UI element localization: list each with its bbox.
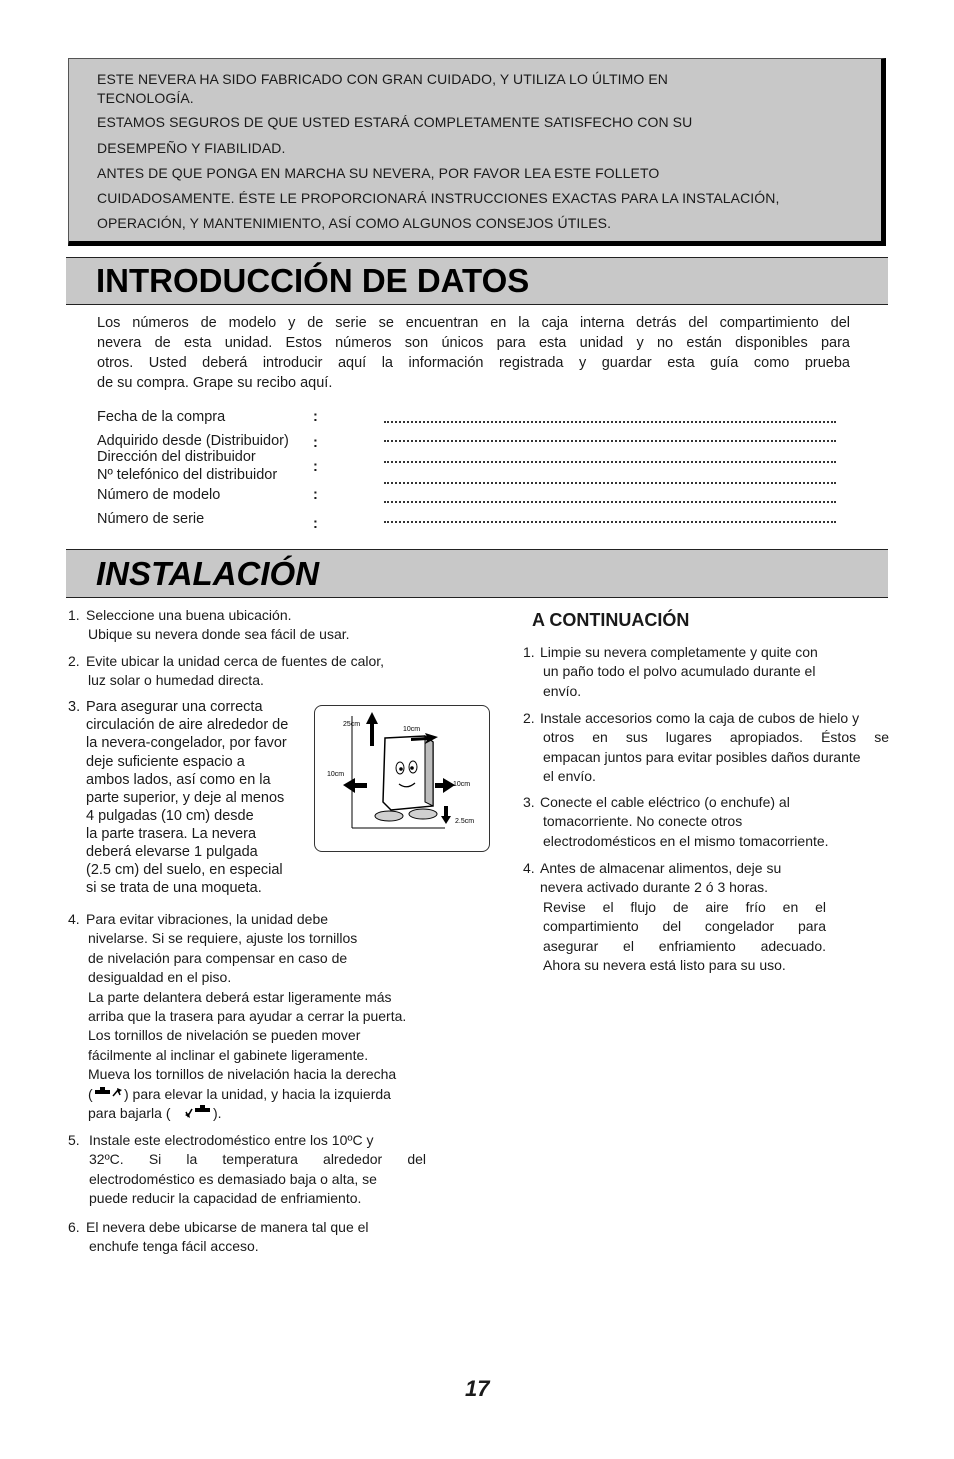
item-line: Ahora su nevera está listo para su uso. xyxy=(543,957,786,973)
item-line: de nivelación para compensar en caso de xyxy=(88,950,348,966)
item-line: El nevera debe ubicarse de manera tal que el xyxy=(86,1219,369,1235)
page-number: 17 xyxy=(465,1376,490,1401)
item-number: 3. xyxy=(68,699,81,715)
item-line: compartimiento del congelador para xyxy=(543,918,826,934)
field-label: Dirección del distribuidor xyxy=(97,449,256,465)
instalacion-title: INSTALACIÓN xyxy=(96,555,320,592)
label-top: 25cm xyxy=(343,721,361,728)
item-line: La parte delantera deberá estar ligeramente más xyxy=(88,989,392,1005)
item-line: la nevera-congelador, por favor xyxy=(86,735,287,751)
item-line: fácilmente al inclinar el gabinete ligeramente. xyxy=(88,1047,369,1063)
item-line: parte superior, y deje al menos xyxy=(86,790,285,806)
field-colon: : xyxy=(313,459,318,475)
intro-line: de su compra. Grape su recibo aquí. xyxy=(97,375,333,391)
item-line: puede reducir la capacidad de enfriamiento. xyxy=(89,1190,362,1206)
label-left: 10cm xyxy=(327,771,345,778)
level-lower-icon xyxy=(183,1104,213,1120)
item-line: empacan juntos para evitar posibles daños durante xyxy=(543,749,861,765)
notice-box xyxy=(68,58,886,246)
item-number: 4. xyxy=(523,860,535,876)
label-bottom: 2.5cm xyxy=(455,818,475,825)
field-label: Nº telefónico del distribuidor xyxy=(97,467,278,483)
list-item xyxy=(68,1218,448,1258)
item-line: el envío. xyxy=(543,768,596,784)
list-item xyxy=(523,643,903,703)
item-line: arriba que la trasera para ayudar a cerrar la puerta. xyxy=(88,1008,407,1024)
item-line: 4 pulgadas (10 cm) desde xyxy=(86,808,254,824)
item-line: Revise el flujo de aire frío en el xyxy=(543,899,826,915)
item-line: tomacorriente. No conecte otros xyxy=(543,813,743,829)
item-number: 4. xyxy=(68,911,80,927)
arrow-left-icon xyxy=(343,778,367,793)
field-colon: : xyxy=(313,409,318,425)
item-line: envío. xyxy=(543,683,582,699)
continuacion-title: A CONTINUACIÓN xyxy=(532,610,690,630)
distributor-field[interactable] xyxy=(384,440,836,442)
notice-line: ESTAMOS SEGUROS DE QUE USTED ESTARÁ COMPLETAMENTE SATISFECHO CON SU xyxy=(97,114,693,130)
item-line: deberá elevarse 1 pulgada xyxy=(86,844,258,860)
model-number-field[interactable] xyxy=(384,501,836,503)
field-label: Número de modelo xyxy=(97,487,221,503)
item-line: si se trata de una moqueta. xyxy=(86,880,262,896)
item-line: Conecte el cable eléctrico (o enchufe) al xyxy=(540,794,790,810)
arrow-right-icon xyxy=(435,778,455,793)
field-colon: : xyxy=(313,516,318,532)
level-raise-icon xyxy=(93,1086,123,1100)
item-line-text: Instale este electrodoméstico entre los 10ºC y xyxy=(89,1132,374,1148)
datos-banner xyxy=(66,257,888,305)
item-line: Seleccione una buena ubicación. xyxy=(86,607,292,623)
item-line: ) para elevar la unidad, y hacia la izquierda xyxy=(124,1086,391,1102)
purchase-date-field[interactable] xyxy=(384,421,836,423)
item-line: enchufe tenga fácil acceso. xyxy=(89,1238,259,1254)
item-line: un paño todo el polvo acumulado durante el xyxy=(543,663,816,679)
item-line: circulación de aire alrededor de xyxy=(86,717,289,733)
notice-line: CUIDADOSAMENTE. ÉSTE LE PROPORCIONARÁ INSTRUCCIONES EXACTAS PARA LA INSTALACIÓN, xyxy=(97,190,780,206)
instalacion-banner xyxy=(66,549,888,598)
item-line: deje suficiente espacio a xyxy=(86,754,245,770)
serial-number-field[interactable] xyxy=(384,521,836,523)
item-line: ambos lados, así como en la xyxy=(86,772,271,788)
notice-line: ANTES DE QUE PONGA EN MARCHA SU NEVERA, POR FAVOR LEA ESTE FOLLETO xyxy=(97,165,660,181)
intro-line: Los números de modelo y de serie se encuentran en la caja interna detrás del compartimiento del xyxy=(97,315,850,331)
item-line: electrodomésticos en el mismo tomacorriente. xyxy=(543,833,829,849)
arrow-up-icon xyxy=(366,712,378,746)
list-item xyxy=(523,859,903,979)
label-right: 10cm xyxy=(453,781,471,788)
field-label: Fecha de la compra xyxy=(97,409,226,425)
list-item xyxy=(68,910,448,1126)
item-number: 1. xyxy=(68,607,80,623)
list-item xyxy=(68,1131,448,1211)
notice-line: ESTE NEVERA HA SIDO FABRICADO CON GRAN CUIDADO, Y UTILIZA LO ÚLTIMO EN xyxy=(97,71,669,87)
item-line: para bajarla ( xyxy=(88,1105,171,1121)
item-line: electrodoméstico es demasiado baja o alta, se xyxy=(89,1171,377,1187)
item-line: Evite ubicar la unidad cerca de fuentes de calor, xyxy=(86,653,385,669)
item-line: asegurar el enfriamiento adecuado. xyxy=(543,938,826,954)
item-line: nevera activado durante 2 ó 3 horas. xyxy=(540,879,769,895)
item-number: 2. xyxy=(68,653,80,669)
item-line: desigualdad en el piso. xyxy=(88,969,232,985)
arrow-down-icon xyxy=(441,806,451,824)
item-line: nivelarse. Si se requiere, ajuste los tornillos xyxy=(88,930,358,946)
list-item xyxy=(523,709,903,789)
field-label: Adquirido desde (Distribuidor) xyxy=(97,433,289,449)
field-label: Número de serie xyxy=(97,511,205,527)
item-line xyxy=(89,1131,426,1150)
item-line: (2.5 cm) del suelo, en especial xyxy=(86,862,283,878)
raise-bracket-open: ( xyxy=(88,1086,93,1102)
item-line: Los tornillos de nivelación se pueden mover xyxy=(88,1027,361,1043)
item-number: 6. xyxy=(68,1219,80,1235)
list-item xyxy=(523,793,903,853)
distributor-address-field[interactable] xyxy=(384,461,836,463)
item-line: Antes de almacenar alimentos, deje su xyxy=(540,860,782,876)
list-item xyxy=(68,606,468,646)
datos-title: INTRODUCCIÓN DE DATOS xyxy=(96,262,530,299)
field-colon: : xyxy=(313,487,318,503)
distributor-phone-field[interactable] xyxy=(384,482,836,484)
item-line: la parte trasera. La nevera xyxy=(86,826,257,842)
notice-line: DESEMPEÑO Y FIABILIDAD. xyxy=(97,140,286,156)
item-line: Ubique su nevera donde sea fácil de usar. xyxy=(88,626,350,642)
clearance-diagram xyxy=(314,705,490,852)
item-number: 2. xyxy=(523,710,535,726)
item-line: Limpie su nevera completamente y quite con xyxy=(540,644,818,660)
item-line: Para asegurar una correcta xyxy=(86,699,263,715)
notice-line: TECNOLOGÍA. xyxy=(97,90,194,106)
item-line: Mueva los tornillos de nivelación hacia la derecha xyxy=(88,1066,397,1082)
fridge-clearance-illustration xyxy=(315,706,489,851)
item-line: otros en sus lugares apropiados. Éstos se xyxy=(543,729,889,745)
item-line: luz solar o humedad directa. xyxy=(88,672,264,688)
item-number: 1. xyxy=(523,644,535,660)
notice-line: OPERACIÓN, Y MANTENIMIENTO, ASÍ COMO ALGUNOS CONSEJOS ÚTILES. xyxy=(97,215,612,231)
item-line: 32ºC. Si la temperatura alrededor del xyxy=(89,1151,426,1167)
label-top-right: 10cm xyxy=(403,726,421,733)
item-line: ). xyxy=(213,1105,222,1121)
item-number: 3. xyxy=(523,794,535,810)
field-colon: : xyxy=(313,435,318,451)
list-item xyxy=(68,698,313,898)
intro-line: nevera de esta unidad. Estos números son únicos para esta unidad y no están disponibles para xyxy=(97,335,850,351)
item-number: 5. xyxy=(68,1132,80,1148)
list-item xyxy=(68,652,468,692)
item-line: Para evitar vibraciones, la unidad debe xyxy=(86,911,329,927)
intro-line: otros. Usted deberá introducir aquí la información registrada y guardar esta guía como prueba xyxy=(97,355,850,371)
item-line: Instale accesorios como la caja de cubos de hielo y xyxy=(540,710,860,726)
